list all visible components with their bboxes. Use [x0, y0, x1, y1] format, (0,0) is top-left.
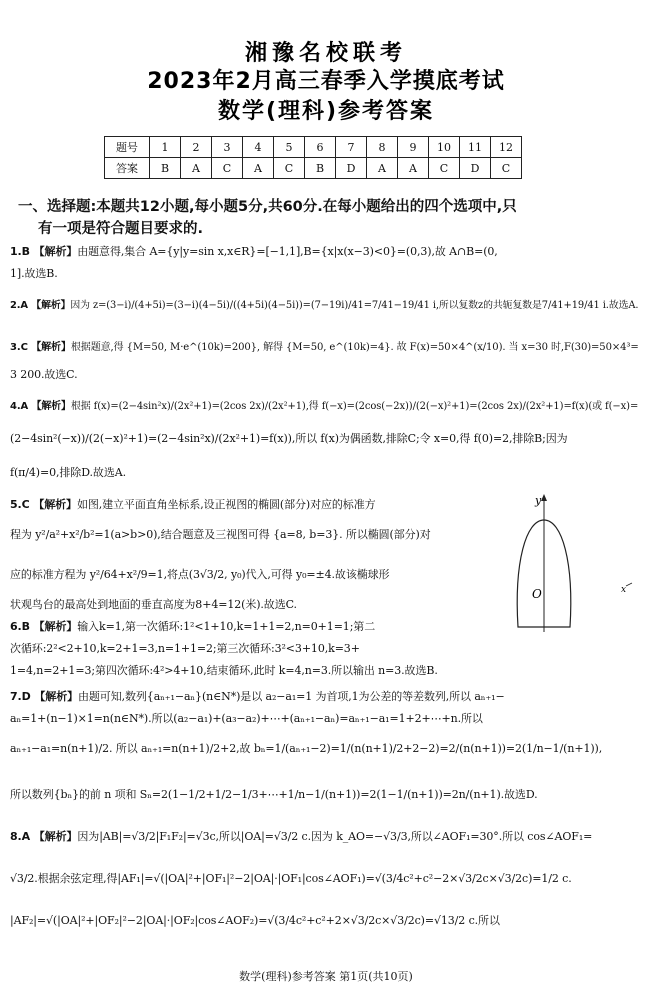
answer-cell: C — [274, 158, 305, 179]
solution-line: 应的标准方程为 y²/64+x²/9=1,将点(3√3/2, y₀)代入,可得 y₀=±4.故该椭球形 — [10, 568, 390, 581]
solution-line: 7.D 【解析】由题可知,数列{aₙ₊₁−aₙ}(n∈N*)是以 a₂−a₁=1 为首项,1为公差的等差数列,所以 aₙ₊₁− — [10, 690, 505, 703]
answer-cell: D — [460, 158, 491, 179]
question-number-cell: 4 — [243, 137, 274, 158]
solution-line: 2.A 【解析】因为 z=(3−i)/(4+5i)=(3−i)(4−5i)/((4+5i)(4−5i))=(7−19i)/41=7/41−19/41 i,所以复数z的共轭复数是7/41+19/41 i.故选A. — [10, 300, 639, 311]
solution-line: 3.C 【解析】根据题意,得 {M=50, M·e^(10k)=200}, 解得 {M=50, e^(10k)=4}. 故 F(x)=50×4^(x/10). 当 x=30 时,F(30)=50×4³= — [10, 342, 639, 353]
solution-line: 1].故选B. — [10, 267, 58, 280]
solution-line: 程为 y²/a²+x²/b²=1(a>b>0),结合题意及三视图可得 {a=8, b=3}. 所以椭圆(部分)对 — [10, 528, 431, 541]
section-heading-line: 有一项是符合题目要求的. — [38, 221, 204, 237]
solution-line: (2−4sin²(−x))/(2(−x)²+1)=(2−4sin²x)/(2x²+1)=f(x)),所以 f(x)为偶函数,排除C;令 x=0,得 f(0)=2,排除B;因为 — [10, 432, 568, 445]
y-axis-arrow — [541, 494, 547, 501]
answer-cell: C — [212, 158, 243, 179]
x-axis-label: x — [621, 585, 627, 595]
answer-cell: B — [305, 158, 336, 179]
section-heading — [18, 196, 638, 240]
question-number-cell: 9 — [398, 137, 429, 158]
question-number-cell: 8 — [367, 137, 398, 158]
answer-cell: A — [181, 158, 212, 179]
answer-cell: A — [398, 158, 429, 179]
question-number-cell: 10 — [429, 137, 460, 158]
solution-line: 次循环:2²<2+10,k=2+1=3,n=1+1=2;第三次循环:3²<3+10,k=3+ — [10, 642, 360, 655]
question-number-row — [105, 137, 522, 158]
answer-row — [105, 158, 522, 179]
y-axis-label: y — [535, 494, 542, 507]
solution-line: 状观鸟台的最高处到地面的垂直高度为8+4=12(米).故选C. — [10, 598, 297, 611]
page-footer: 数学(理科)参考答案 第1页(共10页) — [239, 970, 413, 983]
exam-name-title: 2023年2月高三春季入学摸底考试 — [147, 69, 505, 94]
solution-line: 8.A 【解析】因为|AB|=√3/2|F₁F₂|=√3c,所以|OA|=√3/2 c.因为 k_AO=−√3/3,所以∠AOF₁=30°.所以 cos∠AOF₁= — [10, 830, 593, 843]
question-number-cell: 6 — [305, 137, 336, 158]
solution-line: 6.B 【解析】输入k=1,第一次循环:1²<1+10,k=1+1=2,n=0+1=1;第二 — [10, 620, 376, 633]
answer-cell: B — [150, 158, 181, 179]
question-number-cell: 7 — [336, 137, 367, 158]
answer-cell: A — [367, 158, 398, 179]
section-heading-line: 一、选择题:本题共12小题,每小题5分,共60分.在每小题给出的四个选项中,只 — [18, 199, 517, 215]
solution-line: f(π/4)=0,排除D.故选A. — [10, 466, 126, 479]
solution-line: √3/2.根据余弦定理,得|AF₁|=√(|OA|²+|OF₁|²−2|OA|·|OF₁|cos∠AOF₁)=√(3/4c²+c²−2×√3/2c×√3/2c)=1/2 c. — [10, 872, 572, 885]
solution-line: 5.C 【解析】如图,建立平面直角坐标系,设正视图的椭圆(部分)对应的标准方 — [10, 498, 376, 511]
solution-line: 3 200.故选C. — [10, 368, 78, 381]
solution-line: 所以数列{bₙ}的前 n 项和 Sₙ=2(1−1/2+1/2−1/3+⋯+1/n−1/(n+1))=2(1−1/(n+1))=2n/(n+1).故选D. — [10, 788, 538, 801]
solution-line: 1.B 【解析】由题意得,集合 A={y|y=sin x,x∈R}=[−1,1],B={x|x(x−3)<0}=(0,3),故 A∩B=(0, — [10, 245, 498, 258]
solution-line: |AF₂|=√(|OA|²+|OF₂|²−2|OA|·|OF₂|cos∠AOF₂)=√(3/4c²+c²+2×√3/2c×√3/2c)=√13/2 c.所以 — [10, 914, 500, 927]
answer-cell: C — [491, 158, 522, 179]
question-number-cell: 12 — [491, 137, 522, 158]
answer-label: 答案 — [105, 158, 150, 179]
question-number-cell: 3 — [212, 137, 243, 158]
answer-cell: C — [429, 158, 460, 179]
x-axis-arrow — [626, 583, 632, 586]
question-number-cell: 2 — [181, 137, 212, 158]
question-number-cell: 5 — [274, 137, 305, 158]
solution-line: 4.A 【解析】根据 f(x)=(2−4sin²x)/(2x²+1)=(2cos 2x)/(2x²+1),得 f(−x)=(2cos(−2x))/(2(−x)²+1)=(2cos 2x)/(2x²+1)=f(x)(或 f(−x)= — [10, 401, 639, 412]
answer-cell: A — [243, 158, 274, 179]
question-number-label: 题号 — [105, 137, 150, 158]
solution-line: aₙ₊₁−a₁=n(n+1)/2. 所以 aₙ₊₁=n(n+1)/2+2,故 bₙ=1/(aₙ₊₁−2)=1/(n(n+1)/2+2−2)=2/(n(n+1))=2(1/n−1/(n+1)), — [10, 742, 603, 755]
solution-line: aₙ=1+(n−1)×1=n(n∈N*).所以(a₂−a₁)+(a₃−a₂)+⋯+(aₙ₊₁−aₙ)=aₙ₊₁−a₁=1+2+⋯+n.所以 — [10, 712, 483, 725]
subject-title: 数学(理科)参考答案 — [217, 99, 435, 124]
question-number-cell: 1 — [150, 137, 181, 158]
question-number-cell: 11 — [460, 137, 491, 158]
exam-org-title: 湘豫名校联考 — [244, 41, 407, 66]
answer-cell: D — [336, 158, 367, 179]
origin-label: O — [532, 587, 542, 601]
solution-line: 1=4,n=2+1=3;第四次循环:4²>4+10,结束循环,此时 k=4,n=3.所以输出 n=3.故选B. — [10, 664, 438, 677]
answer-table — [104, 136, 522, 179]
